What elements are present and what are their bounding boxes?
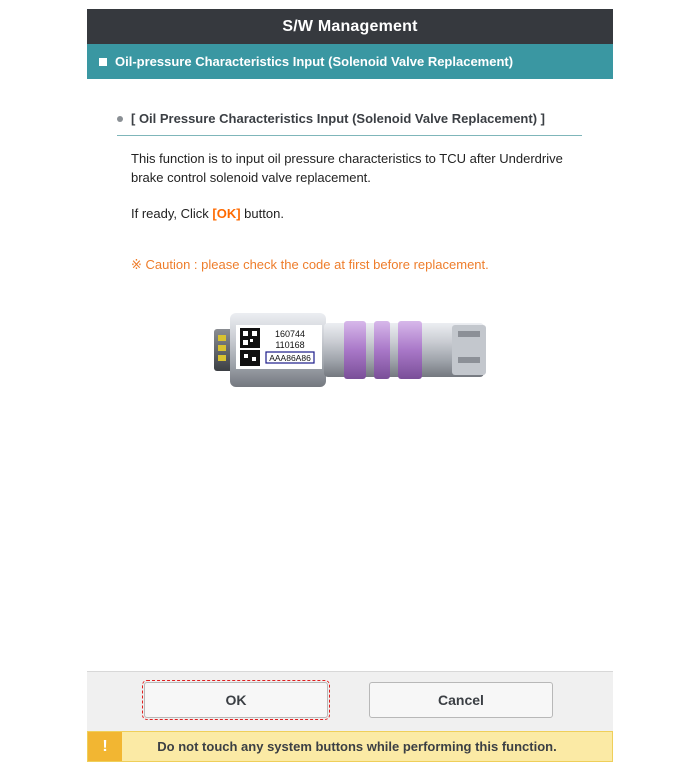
section-heading-text: [ Oil Pressure Characteristics Input (Solenoid Valve Replacement) ]: [131, 111, 545, 126]
ok-button[interactable]: OK: [144, 682, 328, 718]
button-bar: [87, 671, 613, 732]
caution-note: ※ Caution : please check the code at first before replacement.: [131, 257, 489, 272]
ready-ok-highlight: [OK]: [212, 206, 241, 221]
section-heading: [117, 111, 582, 136]
ready-suffix: button.: [240, 206, 284, 221]
content-area: [87, 79, 613, 671]
solenoid-valve-image: [214, 311, 486, 389]
valve-check-code: AAA86A86: [269, 353, 311, 363]
valve-code-line1: 160744: [274, 329, 306, 339]
warning-text: Do not touch any system buttons while performing this function.: [157, 739, 557, 754]
ready-instruction: [131, 206, 284, 221]
valve-code-line2: 110168: [275, 340, 305, 350]
cancel-button[interactable]: Cancel: [369, 682, 553, 718]
dialog-title: S/W Management: [87, 9, 613, 44]
subheader-label: Oil-pressure Characteristics Input (Solenoid Valve Replacement): [115, 54, 514, 69]
bullet-dot-icon: [117, 116, 123, 122]
function-description: This function is to input oil pressure characteristics to TCU after Underdrive brake control solenoid valve replacement.: [131, 151, 563, 185]
ready-prefix: If ready, Click: [131, 206, 213, 221]
square-bullet-icon: [99, 58, 107, 66]
function-subheader: [87, 44, 613, 79]
sw-management-dialog: [87, 9, 613, 762]
warning-icon: !: [88, 732, 122, 761]
warning-bar: [87, 731, 613, 762]
